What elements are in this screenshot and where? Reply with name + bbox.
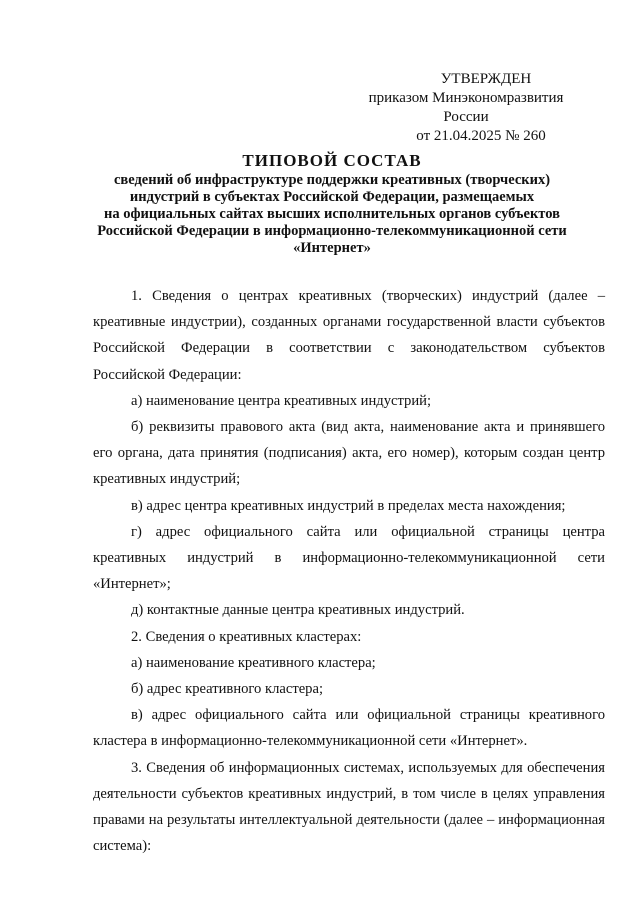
paragraph-1c: в) адрес центра креативных индустрий в пределах места нахождения; — [131, 497, 566, 514]
title-sub-line: «Интернет» — [293, 240, 371, 256]
approval-order: приказом Минэкономразвития России — [368, 90, 564, 125]
title-main: ТИПОВОЙ СОСТАВ — [242, 151, 422, 170]
paragraph-1b: б) реквизиты правового акта (вид акта, наименование акта и принявшего его органа, дата принятия (подписания) акта, его номер), которым создан центр креативных индустрий; — [93, 419, 605, 488]
paragraph-2a: а) наименование креативного кластера; — [131, 654, 376, 671]
document-body — [93, 283, 605, 859]
title-sub-line: сведений об инфраструктуре поддержки креативных (творческих) — [113, 172, 551, 188]
paragraph-1a: а) наименование центра креативных индустрий; — [131, 392, 432, 409]
paragraph-2c: в) адрес официального сайта или официальной страницы креативного кластера в информационно-телекоммуникационной сети «Интернет». — [93, 707, 605, 750]
paragraph-2: 2. Сведения о креативных кластерах: — [131, 628, 362, 645]
paragraph-1d: г) адрес официального сайта или официальной страницы центра креативных индустрий в информационно-телекоммуникационной сети «Интернет»; — [93, 523, 605, 593]
approval-title: УТВЕРЖДЕН — [440, 71, 532, 87]
paragraph-2b: б) адрес креативного кластера; — [131, 681, 324, 698]
paragraph-1e: д) контактные данные центра креативных индустрий. — [131, 602, 465, 619]
document-title — [92, 150, 572, 257]
approval-stamp — [320, 70, 580, 146]
paragraph-1: 1. Сведения о центрах креативных (творческих) индустрий (далее – креативные индустрии), созданных органами государственной власти субъектов Российской Федерации в соответствии с законодательством субъектов Российской Федерации: — [93, 288, 605, 383]
title-sub-line: индустрий в субъектах Российской Федерации, размещаемых — [129, 189, 535, 205]
approval-date-number: от 21.04.2025 № 260 — [416, 128, 546, 144]
title-sub-line: Российской Федерации в информационно-телекоммуникационной сети — [97, 223, 567, 239]
title-sub-line: на официальных сайтах высших исполнительных органов субъектов — [104, 206, 560, 222]
paragraph-3: 3. Сведения об информационных системах, используемых для обеспечения деятельности субъектов креативных индустрий, в том числе в целях управления правами на результаты интеллектуальной деятельности (далее – информационная система): — [93, 759, 605, 855]
